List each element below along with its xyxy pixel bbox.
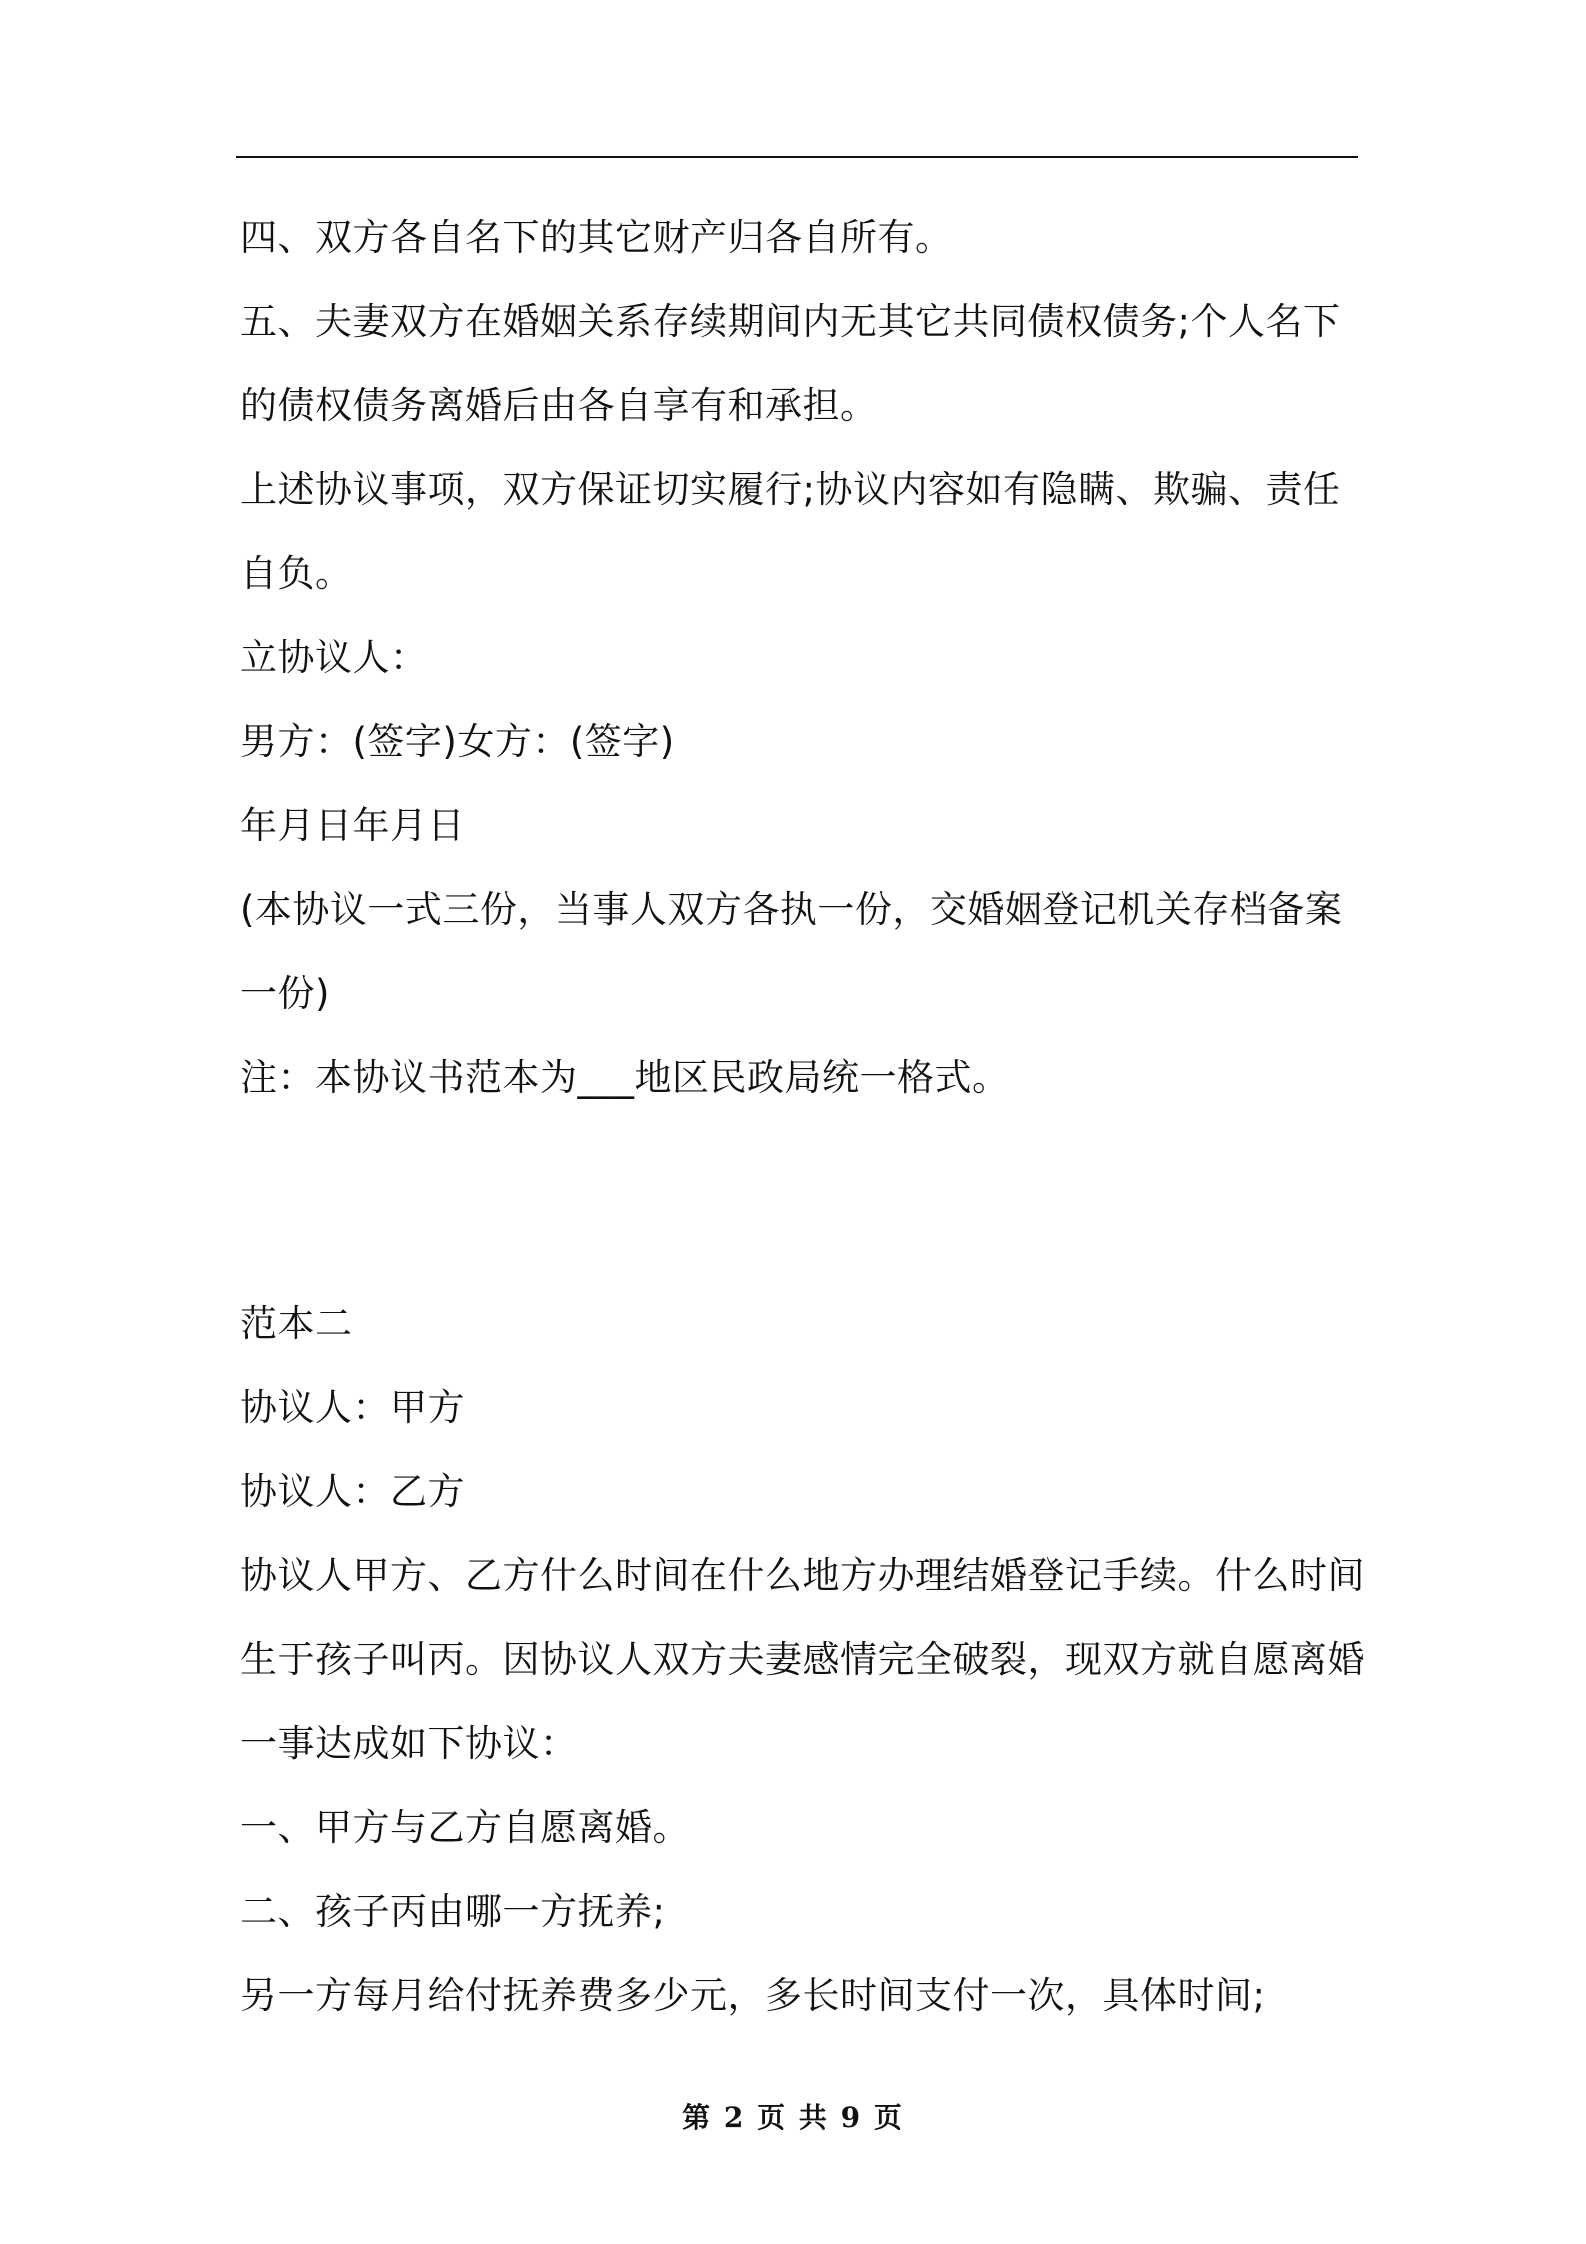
paragraph-line: 一份) xyxy=(240,972,330,1015)
paragraph-line: 五、夫妻双方在婚姻关系存续期间内无其它共同债权债务;个人名下 xyxy=(240,300,1341,343)
paragraph-line: 立协议人： xyxy=(240,636,428,679)
paragraph-line: 生于孩子叫丙。因协议人双方夫妻感情完全破裂，现双方就自愿离婚 xyxy=(240,1638,1365,1681)
paragraph-line: 协议人甲方、乙方什么时间在什么地方办理结婚登记手续。什么时间 xyxy=(240,1554,1365,1597)
document-body xyxy=(240,196,1365,2038)
paragraph-line: 四、双方各自名下的其它财产归各自所有。 xyxy=(240,216,953,259)
paragraph-line: 另一方每月给付抚养费多少元，多长时间支付一次，具体时间; xyxy=(240,1974,1266,2017)
paragraph-line: 一、甲方与乙方自愿离婚。 xyxy=(240,1806,690,1849)
paragraph-line: 协议人：乙方 xyxy=(240,1470,465,1513)
paragraph-line: 上述协议事项，双方保证切实履行;协议内容如有隐瞒、欺骗、责任 xyxy=(240,468,1341,511)
page-number-label: 第 2 页 共 9 页 xyxy=(682,2101,904,2134)
paragraph-line: 男方：(签字)女方：(签字) xyxy=(240,720,675,763)
paragraph-line: 二、孩子丙由哪一方抚养; xyxy=(240,1890,666,1933)
section-spacer xyxy=(240,1120,1360,1282)
paragraph-line: (本协议一式三份，当事人双方各执一份，交婚姻登记机关存档备案 xyxy=(240,888,1343,931)
paragraph-line: 一事达成如下协议： xyxy=(240,1722,578,1765)
section-heading: 范本二 xyxy=(240,1302,353,1345)
paragraph-line: 协议人：甲方 xyxy=(240,1386,465,1429)
paragraph-line: 注：本协议书范本为___地区民政局统一格式。 xyxy=(240,1056,1010,1099)
paragraph-line: 年月日年月日 xyxy=(240,804,465,847)
page-footer xyxy=(0,2096,1586,2136)
paragraph-line: 的债权债务离婚后由各自享有和承担。 xyxy=(240,384,878,427)
header-divider xyxy=(236,156,1358,158)
paragraph-line: 自负。 xyxy=(240,552,353,595)
